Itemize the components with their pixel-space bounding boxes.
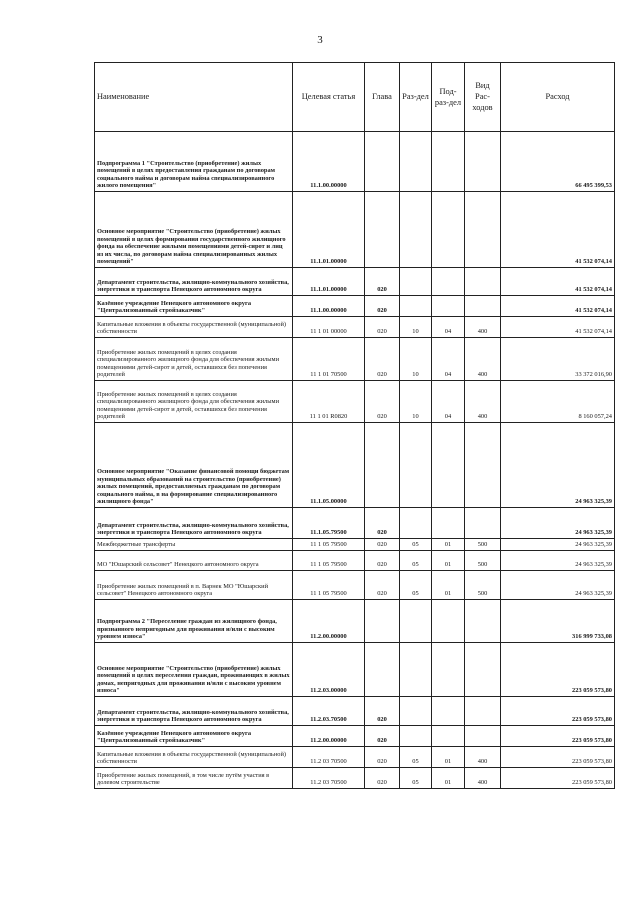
cell-target-article: 11.1.05.00000 (293, 423, 365, 508)
table-row (95, 508, 615, 539)
table-row (95, 338, 615, 381)
cell-target-article: 11.2 03 70500 (293, 768, 365, 789)
page-number: 3 (317, 34, 323, 46)
table-header-row (95, 63, 615, 132)
cell-target-article: 11 1 01 R0820 (293, 381, 365, 423)
cell-chapter (365, 132, 400, 192)
header-section: Раз-дел (400, 63, 432, 132)
cell-expense-type: 400 (465, 768, 501, 789)
table-row (95, 571, 615, 600)
cell-name: Приобретение жилых помещений в п. Варнек МО "Юшарский сельсовет" Ненецкого автономного округа (95, 571, 293, 600)
cell-expense-type: 400 (465, 747, 501, 768)
cell-amount: 24 963 325,39 (501, 571, 615, 600)
header-target-article: Целевая статья (293, 63, 365, 132)
cell-subsection: 01 (432, 571, 465, 600)
cell-name: Капитальные вложения в объекты государственной (муниципальной) собственности (95, 317, 293, 338)
cell-section (400, 600, 432, 643)
cell-section (400, 268, 432, 296)
cell-section (400, 423, 432, 508)
cell-section: 10 (400, 338, 432, 381)
cell-chapter: 020 (365, 296, 400, 317)
cell-expense-type (465, 600, 501, 643)
cell-target-article: 11.2.03.00000 (293, 643, 365, 697)
cell-amount: 316 999 733,08 (501, 600, 615, 643)
cell-target-article: 11.1.05.79500 (293, 508, 365, 539)
cell-amount: 223 059 573,80 (501, 747, 615, 768)
cell-amount: 223 059 573,80 (501, 768, 615, 789)
cell-amount: 24 963 325,39 (501, 508, 615, 539)
cell-expense-type: 400 (465, 338, 501, 381)
cell-chapter: 020 (365, 697, 400, 726)
cell-subsection (432, 423, 465, 508)
cell-section (400, 192, 432, 268)
cell-name: Основное мероприятие "Строительство (приобретение) жилых помещений в целях переселения граждан, проживающих в жилых домах, непригодных для проживания и/или с высоким уровнем износа" (95, 643, 293, 697)
cell-subsection (432, 726, 465, 747)
cell-expense-type (465, 268, 501, 296)
cell-name: Казённое учреждение Ненецкого автономного округа "Централизованный стройзаказчик" (95, 296, 293, 317)
table-row (95, 600, 615, 643)
table-row (95, 132, 615, 192)
cell-chapter (365, 192, 400, 268)
table-row (95, 539, 615, 551)
cell-expense-type (465, 726, 501, 747)
cell-expense-type (465, 296, 501, 317)
cell-chapter: 020 (365, 381, 400, 423)
cell-name: Приобретение жилых помещений в целях создания специализированного жилищного фонда для обеспечения жилыми помещениями детей-сирот и детей, оставшихся без попечения родителей (95, 338, 293, 381)
cell-chapter (365, 643, 400, 697)
table-row (95, 192, 615, 268)
cell-subsection (432, 192, 465, 268)
cell-section (400, 726, 432, 747)
cell-name: Приобретение жилых помещений, в том числе путём участия в долевом строительстве (95, 768, 293, 789)
cell-expense-type (465, 697, 501, 726)
cell-subsection: 01 (432, 768, 465, 789)
cell-target-article: 11.1.00.00000 (293, 296, 365, 317)
cell-subsection (432, 600, 465, 643)
cell-expense-type (465, 132, 501, 192)
cell-section: 05 (400, 747, 432, 768)
cell-name: Основное мероприятие "Оказание финансовой помощи бюджетам муниципальных образований на строительство (приобретение) жилых помещений, предоставляемых гражданам по договорам социального найма, в на формирование специализированного жилищного фонда" (95, 423, 293, 508)
cell-chapter: 020 (365, 747, 400, 768)
cell-name: МО "Юшарский сельсовет" Ненецкого автономного округа (95, 551, 293, 571)
table-row (95, 381, 615, 423)
cell-expense-type (465, 423, 501, 508)
cell-name: Межбюджетные трансферты (95, 539, 293, 551)
cell-section: 10 (400, 381, 432, 423)
cell-amount: 24 963 325,39 (501, 539, 615, 551)
cell-amount: 33 372 016,90 (501, 338, 615, 381)
cell-target-article: 11.2.00.00000 (293, 600, 365, 643)
header-amount: Расход (501, 63, 615, 132)
table-row (95, 747, 615, 768)
cell-name: Департамент строительства, жилищно-коммунального хозяйства, энергетики и транспорта Ненецкого автономного округа (95, 697, 293, 726)
cell-amount: 41 532 074,14 (501, 317, 615, 338)
cell-expense-type (465, 508, 501, 539)
cell-target-article: 11.1.01.00000 (293, 192, 365, 268)
cell-name: Казённое учреждение Ненецкого автономного округа "Централизованный стройзаказчик" (95, 726, 293, 747)
table-row (95, 317, 615, 338)
cell-amount: 223 059 573,80 (501, 643, 615, 697)
cell-subsection (432, 697, 465, 726)
cell-target-article: 11 1 05 79500 (293, 571, 365, 600)
cell-subsection (432, 132, 465, 192)
cell-chapter: 020 (365, 268, 400, 296)
cell-chapter: 020 (365, 768, 400, 789)
cell-name: Департамент строительства, жилищно-коммунального хозяйства, энергетики и транспорта Ненецкого автономного округа (95, 268, 293, 296)
cell-name: Приобретение жилых помещений в целях создания специализированного жилищного фонда для обеспечения жилыми помещениями детей-сирот и детей, оставшихся без попечения родителей (95, 381, 293, 423)
cell-amount: 41 532 074,14 (501, 268, 615, 296)
cell-expense-type: 500 (465, 539, 501, 551)
header-subsection: Под-раз-дел (432, 63, 465, 132)
cell-section: 05 (400, 539, 432, 551)
cell-amount: 41 532 074,14 (501, 296, 615, 317)
cell-expense-type (465, 643, 501, 697)
cell-target-article: 11.1.00.00000 (293, 132, 365, 192)
header-name: Наименование (95, 63, 293, 132)
cell-section: 10 (400, 317, 432, 338)
cell-section (400, 508, 432, 539)
header-expense-type: Вид Рас-ходов (465, 63, 501, 132)
cell-target-article: 11 1 01 70500 (293, 338, 365, 381)
cell-section: 05 (400, 551, 432, 571)
budget-table (94, 62, 615, 789)
cell-section (400, 643, 432, 697)
cell-amount: 66 495 399,53 (501, 132, 615, 192)
cell-amount: 41 532 074,14 (501, 192, 615, 268)
cell-subsection: 01 (432, 747, 465, 768)
cell-subsection (432, 508, 465, 539)
cell-subsection (432, 643, 465, 697)
header-chapter: Глава (365, 63, 400, 132)
cell-name: Подпрограмма 1 "Строительство (приобретение) жилых помещений в целях предоставления гражданам по договорам социального найма и договорам найма специализированного жилого помещения" (95, 132, 293, 192)
cell-subsection (432, 296, 465, 317)
table-row (95, 268, 615, 296)
cell-name: Основное мероприятие "Строительство (приобретение) жилых помещений в целях формирования государственного жилищного фонда на обеспечение жилыми помещениями детей-сирот и лиц из их числа, по договорам найма специализированных жилых помещений" (95, 192, 293, 268)
cell-subsection: 01 (432, 539, 465, 551)
cell-section: 05 (400, 571, 432, 600)
cell-chapter (365, 423, 400, 508)
cell-section (400, 296, 432, 317)
cell-target-article: 11 1 05 79500 (293, 539, 365, 551)
cell-chapter: 020 (365, 539, 400, 551)
cell-amount: 223 059 573,80 (501, 726, 615, 747)
cell-subsection: 04 (432, 381, 465, 423)
table-body (95, 132, 615, 789)
cell-name: Департамент строительства, жилищно-коммунального хозяйства, энергетики и транспорта Ненецкого автономного округа (95, 508, 293, 539)
cell-amount: 8 160 057,24 (501, 381, 615, 423)
cell-section (400, 697, 432, 726)
cell-subsection: 04 (432, 317, 465, 338)
cell-amount: 24 963 325,39 (501, 423, 615, 508)
cell-subsection: 01 (432, 551, 465, 571)
cell-target-article: 11 1 05 79500 (293, 551, 365, 571)
cell-expense-type: 400 (465, 317, 501, 338)
cell-expense-type: 400 (465, 381, 501, 423)
cell-target-article: 11.2.03.70500 (293, 697, 365, 726)
cell-chapter: 020 (365, 726, 400, 747)
cell-expense-type: 500 (465, 571, 501, 600)
cell-target-article: 11.1.01.00000 (293, 268, 365, 296)
table-row (95, 423, 615, 508)
cell-expense-type (465, 192, 501, 268)
cell-chapter: 020 (365, 508, 400, 539)
cell-amount: 223 059 573,80 (501, 697, 615, 726)
cell-section (400, 132, 432, 192)
cell-section: 05 (400, 768, 432, 789)
cell-target-article: 11.2.00.00000 (293, 726, 365, 747)
cell-target-article: 11 1 01 00000 (293, 317, 365, 338)
cell-chapter: 020 (365, 571, 400, 600)
cell-chapter: 020 (365, 338, 400, 381)
cell-target-article: 11.2 03 70500 (293, 747, 365, 768)
table-row (95, 296, 615, 317)
cell-expense-type: 500 (465, 551, 501, 571)
cell-name: Капитальные вложения в объекты государственной (муниципальной) собственности (95, 747, 293, 768)
cell-name: Подпрограмма 2 "Переселение граждан из жилищного фонда, признанного непригодным для проживания и/или с высоким уровнем износа" (95, 600, 293, 643)
table-row (95, 697, 615, 726)
cell-subsection (432, 268, 465, 296)
cell-chapter: 020 (365, 551, 400, 571)
table-row (95, 551, 615, 571)
table-row (95, 768, 615, 789)
table-row (95, 643, 615, 697)
cell-subsection: 04 (432, 338, 465, 381)
cell-chapter: 020 (365, 317, 400, 338)
cell-chapter (365, 600, 400, 643)
table-row (95, 726, 615, 747)
cell-amount: 24 963 325,39 (501, 551, 615, 571)
